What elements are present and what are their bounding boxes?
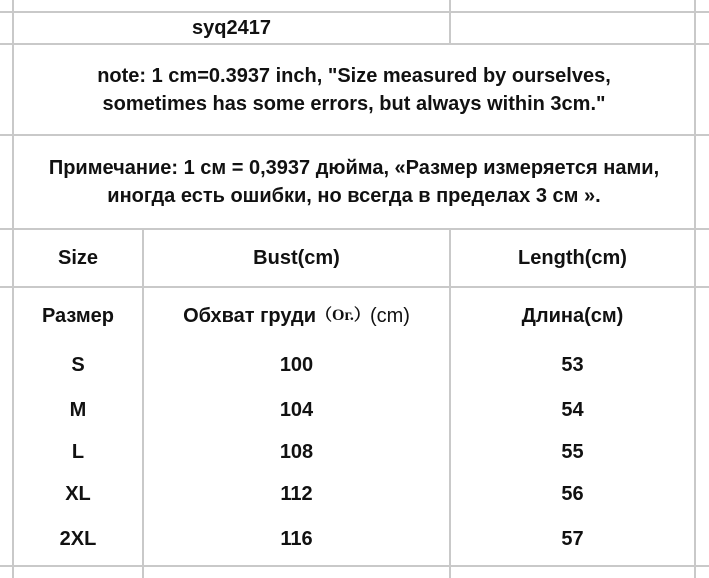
header-bust-ru-unit: (cm): [369, 305, 410, 327]
note-english-line-1: note: 1 cm=0.3937 inch, "Size measured by ourselves,: [97, 64, 611, 87]
row-s-bust: 100: [279, 354, 314, 376]
gridline: [694, 0, 696, 578]
gridline: [449, 0, 451, 44]
row-xl-bust: 112: [280, 483, 313, 505]
row-m-length: 54: [561, 399, 584, 421]
note-english: [14, 45, 694, 134]
row-s-size: S: [71, 354, 85, 376]
header-bust: Bust(cm): [253, 247, 340, 269]
note-english-line-2: sometimes has some errors, but always within 3cm.": [102, 92, 606, 115]
row-l-length: 55: [561, 441, 584, 463]
note-russian-line-2: иногда есть ошибки, но всегда в пределах 3 см ».: [107, 185, 601, 207]
row-2xl-size: 2XL: [59, 528, 97, 550]
header-size-ru: Размер: [41, 305, 115, 327]
header-bust-ru-main: Обхват груди: [183, 305, 317, 327]
row-2xl-length: 57: [561, 528, 584, 550]
row-l-size: L: [71, 441, 85, 463]
note-russian-line-1: Примечание: 1 см = 0,3937 дюйма, «Размер измеряется нами,: [48, 157, 660, 179]
row-m-bust: 104: [279, 399, 314, 421]
note-russian: [14, 136, 694, 228]
row-l-bust: 108: [279, 441, 314, 463]
gridline: [0, 565, 709, 567]
header-length-ru: Длина(см): [521, 305, 624, 327]
sku-label: syq2417: [192, 17, 271, 39]
header-size: Size: [57, 247, 99, 269]
row-m-size: M: [69, 399, 87, 421]
header-bust-ru-abbrev: （Ог.）: [316, 307, 370, 324]
header-bust-ru: [144, 288, 449, 344]
row-s-length: 53: [561, 354, 584, 376]
header-length: Length(cm): [518, 247, 627, 269]
row-xl-size: XL: [65, 483, 91, 505]
row-xl-length: 56: [561, 483, 584, 505]
row-2xl-bust: 116: [280, 528, 313, 550]
